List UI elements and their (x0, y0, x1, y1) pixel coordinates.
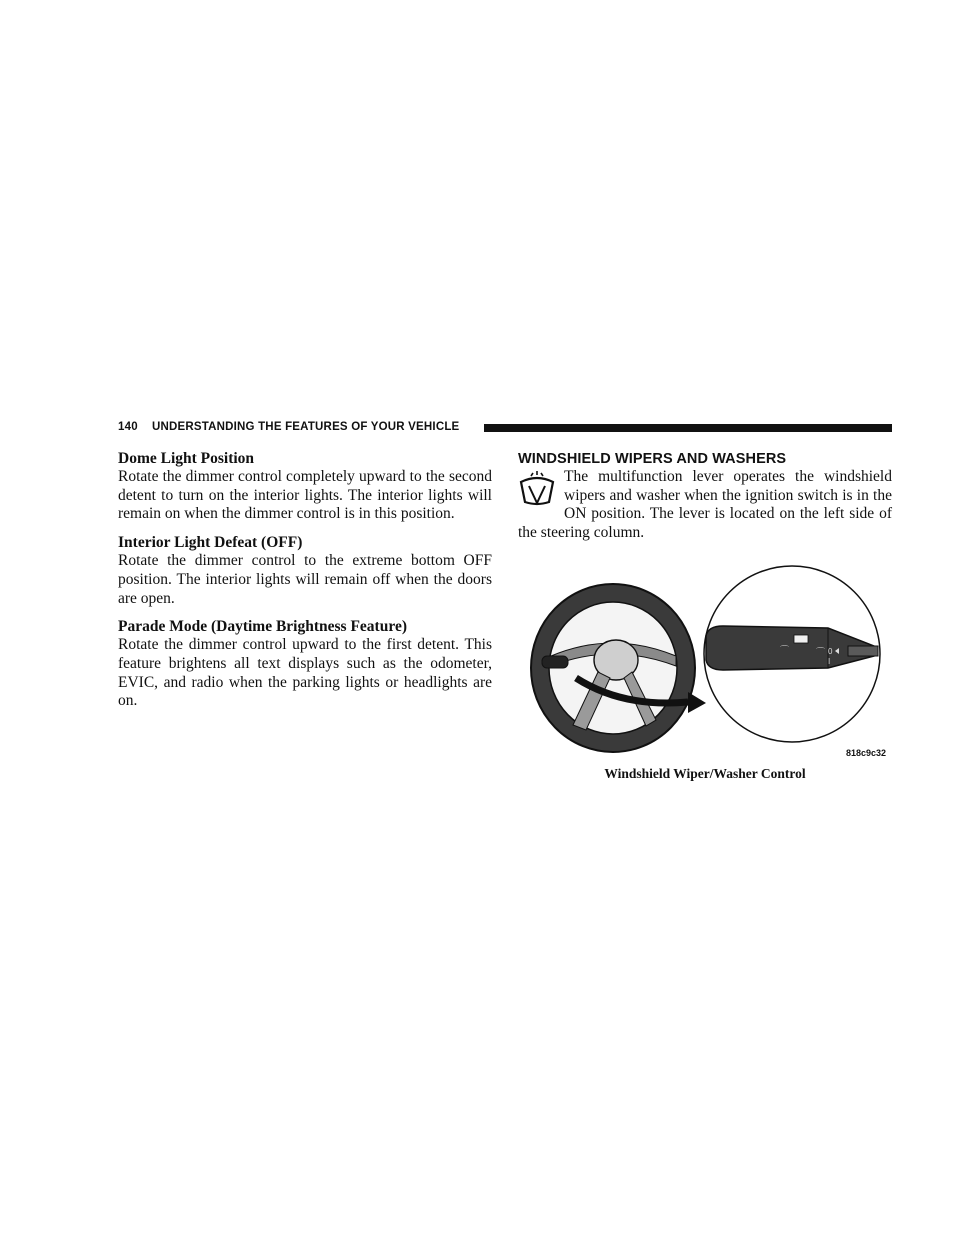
windshield-wiper-icon (518, 470, 556, 510)
section-heading-dome-light: Dome Light Position (118, 450, 255, 467)
svg-text:⌒: ⌒ (816, 647, 826, 657)
page-number: 140 (118, 421, 138, 433)
section-heading-parade-mode: Parade Mode (Daytime Brightness Feature) (118, 618, 407, 636)
figure-caption: Windshield Wiper/Washer Control (604, 766, 806, 781)
left-column (118, 449, 492, 720)
chapter-title: UNDERSTANDING THE FEATURES OF YOUR VEHICLE (152, 421, 460, 433)
section-heading-light-defeat: Interior Light Defeat (OFF) (118, 534, 303, 552)
section-body-wipers: The multifunction lever operates the windshield wipers and washer when the ignition switch is in the ON position. The lever is located on the left side of the steering column. (518, 468, 892, 542)
svg-text:⌒: ⌒ (780, 645, 790, 655)
steering-wheel-drawing (531, 584, 695, 752)
figure-code: 818c9c32 (846, 748, 887, 758)
section-title-wipers: WINDSHIELD WIPERS AND WASHERS (518, 451, 787, 467)
header-rule (484, 424, 892, 432)
section-body-parade-mode: Rotate the dimmer control upward to the first detent. This feature brightens all text displays such as the odometer, EVIC, and radio when the parking lights or headlights are on. (118, 636, 492, 710)
page-header (118, 418, 892, 438)
lever-off-label: 0 (828, 647, 833, 656)
lever-int-label: I (828, 657, 831, 666)
section-body-light-defeat: Rotate the dimmer control to the extreme bottom OFF position. The interior lights will remain off when the doors are open. (118, 552, 492, 607)
right-column (518, 449, 892, 543)
section-body-dome-light: Rotate the dimmer control completely upward to the second detent to turn on the interior lights. The interior lights will remain on when the dimmer control is in this position. (118, 468, 492, 523)
wiper-control-illustration (528, 560, 892, 762)
lever-closeup (704, 566, 880, 742)
